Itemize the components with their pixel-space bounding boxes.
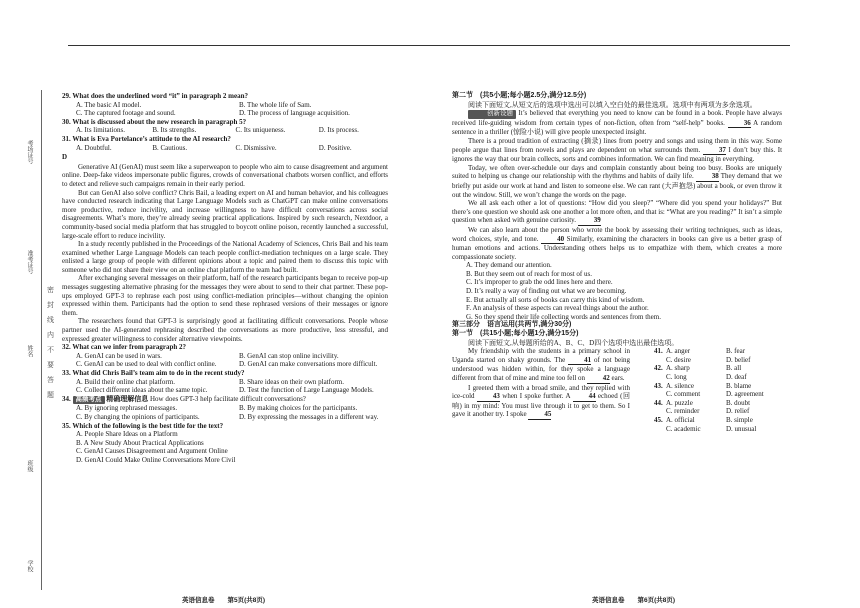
option: C. GenAI can be used to deal with conflict online. xyxy=(76,360,217,369)
option: D. By expressing the messages in a different way. xyxy=(239,412,379,421)
passage-text: A random sentence in a thriller (惊险小说) will give people unexpected insight. xyxy=(452,118,783,137)
passage-text: We all ask each other a lot of questions: “How did you sleep?” “Where did you spend your holidays?” But there’s one question we should ask one another a lot more often, and that is: “What are you reading?” It isn’t a simple question when asked with genuine curiosity. xyxy=(452,199,782,225)
option: C. long xyxy=(666,373,687,381)
passage-text: of not being understood was hidden within, for they spoke a language different from that of mine and mine too fell on xyxy=(452,355,631,382)
page-footer-left: 英语信息卷 第5页(共8页) xyxy=(182,597,266,604)
blank-36: 36 xyxy=(728,119,751,129)
cloze-option-row xyxy=(654,347,782,356)
binding-label: 准考证号 xyxy=(26,250,32,274)
option: D. The process of language acquisition. xyxy=(239,109,350,118)
right-column xyxy=(452,92,782,433)
option: G. So they spend their life collecting words and sentences from them. xyxy=(466,312,661,321)
blank-38: 38 xyxy=(696,172,719,182)
option: A. silence xyxy=(666,381,694,390)
option: C. comment xyxy=(666,390,701,399)
cloze-block xyxy=(452,347,782,433)
option: A. GenAI can be used in wars. xyxy=(76,351,162,360)
option: B. fear xyxy=(726,347,746,356)
option: C. academic xyxy=(666,424,701,433)
option: B. A New Study About Practical Applications xyxy=(76,438,204,447)
option: E. But actually all sorts of books can carry this kind of wisdom. xyxy=(466,295,645,304)
tag-badge: 创新设题 xyxy=(468,110,516,119)
option: A. puzzle xyxy=(666,398,693,407)
cloze-number: 41. xyxy=(654,347,663,356)
blank-44: 44 xyxy=(573,392,596,402)
binding-label: 学校 xyxy=(26,560,32,572)
blank-43: 43 xyxy=(477,392,500,402)
passage-text: ears. xyxy=(611,374,625,382)
blank-40: 40 xyxy=(541,235,564,245)
cloze-number xyxy=(654,390,666,399)
passage-text: There is a proud tradition of extracting (摘录) lines from poetry and songs and using them in this way. Some people argue that lines from novels and plays are dependent on what surrounds them. xyxy=(452,136,782,154)
passage-text: I don’t buy this. It ignores the way that our brain collects, sorts and combines information. We can find meaning in everything. xyxy=(452,145,783,164)
cloze-option-row xyxy=(654,416,782,425)
blank-37: 37 xyxy=(703,146,726,156)
question-35-stem: 35. Which of the following is the best title for the text? xyxy=(62,421,224,430)
passage-text: when I spoke further. A xyxy=(502,392,571,401)
question-29-stem: 29. What does the underlined word “it” in paragraph 2 mean? xyxy=(62,92,248,100)
question-text: How does GPT-3 help facilitate difficult conversations? xyxy=(150,394,306,403)
cloze-option-row xyxy=(654,373,782,382)
cloze-number: 44. xyxy=(654,398,663,407)
option: D. relief xyxy=(726,407,750,416)
option: B. all xyxy=(726,364,742,373)
passage-paragraph: The researchers found that GPT-3 is surprisingly good at facilitating difficult conversations. People whose partner used the AI-generated rephrasing described the conversations as more productive, less stressful, and expressed greater willingness to consider alternative viewpoints. xyxy=(62,317,388,343)
passage-letter: D xyxy=(62,153,68,162)
question-31-stem: 31. What is Eva Portelance’s attitude to the AI research? xyxy=(62,134,231,143)
option: B. simple xyxy=(726,415,753,424)
cloze-option-row xyxy=(654,425,782,434)
seal-char: 不 xyxy=(47,347,54,354)
page-footer-right: 英语信息卷 第6页(共8页) xyxy=(592,597,676,604)
option: D. It’s really a way of finding out what we are becoming. xyxy=(466,287,627,296)
seal-char: 内 xyxy=(47,332,54,339)
passage-text: It’s believed that everything you need to know can be found in a book. People have always received life-guiding wisdom from certain types of non-fiction, often from “self-help” books. xyxy=(452,109,782,127)
option: A. The basic AI model. xyxy=(76,100,142,109)
option: C. By changing the opinions of participants. xyxy=(76,412,200,421)
left-column xyxy=(62,92,388,465)
binding-label: 考场证号 xyxy=(26,140,32,164)
option: D. belief xyxy=(726,355,751,364)
option: C. reminder xyxy=(666,407,700,416)
option: A. People Share Ideas on a Platform xyxy=(76,430,178,439)
option: B. But they seem out of reach for most of us. xyxy=(466,269,592,278)
seal-char: 密 xyxy=(47,287,54,294)
option: C. Its uniqueness. xyxy=(235,126,286,135)
option: B. Share ideas on their own platform. xyxy=(239,377,344,386)
question-32-stem: 32. What can we infer from paragraph 2? xyxy=(62,343,187,352)
option: A. official xyxy=(666,415,695,424)
option: A. Build their online chat platform. xyxy=(76,377,175,386)
option: A. anger xyxy=(666,347,691,356)
option: B. Cautious. xyxy=(152,143,188,152)
section-1-heading: 第一节 (共15小题;每小题1分,满分15分) xyxy=(452,330,579,338)
section-2-heading: 第二节 (共5小题;每小题2.5分,满分12.5分) xyxy=(452,92,587,99)
option: B. doubt xyxy=(726,398,751,407)
option: C. Collect different ideas about the same topic. xyxy=(76,386,208,395)
option: D. Its process. xyxy=(318,126,359,135)
option: A. They demand our attention. xyxy=(466,261,552,270)
cloze-number xyxy=(654,425,666,434)
cloze-options xyxy=(630,347,782,433)
question-33-stem: 33. What did Chris Bail’s team aim to do in the recent study? xyxy=(62,369,245,377)
passage-text: They demand that we briefly put aside our work at hand and listen to someone else. We can rant (大声抱怨) about a book, or even throw it out the window. Still, we won’t change the words on the page. xyxy=(452,172,783,199)
option: D. Positive. xyxy=(318,143,352,152)
cloze-number xyxy=(654,356,666,365)
option: C. GenAI Causes Disagreement and Argument Online xyxy=(76,447,228,456)
blank-42: 42 xyxy=(587,374,610,384)
cloze-text xyxy=(452,347,630,433)
section-1-instructions: 阅读下面短文,从每题所给的A、B、C、D四个选项中选出最佳选项。 xyxy=(468,338,679,347)
cloze-option-row xyxy=(654,407,782,416)
passage-text: Today, we often over-schedule our days and complain constantly about being too busy. Books are uniquely suited to helping us change our relationship with the rhythms and habits of daily life. xyxy=(452,163,782,181)
option: B. GenAI can stop online incivility. xyxy=(239,351,339,360)
question-34-stem xyxy=(62,395,388,405)
cloze-number: 42. xyxy=(654,364,663,373)
question-number: 34. xyxy=(62,394,71,403)
passage-text: We can also learn about the person who wrote the book by assessing their writing techniques, such as ideas, word choices, style, and tone. xyxy=(452,225,782,243)
cloze-option-row xyxy=(654,390,782,399)
cloze-number: 45. xyxy=(654,415,663,424)
option: D. agreement xyxy=(726,390,764,399)
seal-char: 题 xyxy=(47,392,54,399)
seal-char: 要 xyxy=(47,362,54,369)
option: A. Doubtful. xyxy=(76,143,112,152)
option: C. The captured footage and sound. xyxy=(76,109,176,118)
option: A. Its limitations. xyxy=(76,126,125,135)
cloze-option-row xyxy=(654,356,782,365)
blank-41: 41 xyxy=(568,356,591,366)
option: D. GenAI can make conversations more difficult. xyxy=(239,360,378,369)
seal-char: 封 xyxy=(47,302,54,309)
option: D. Test the function of Large Language Models. xyxy=(239,386,374,395)
question-30-stem: 30. What is discussed about the new research in paragraph 5? xyxy=(62,117,247,126)
option: F. An analysis of these aspects can reveal things about the author. xyxy=(466,304,649,313)
cloze-option-row xyxy=(654,382,782,391)
passage-text: Similarly, examining the characters in books can give us a better grasp of human emotions and actions. Understanding others helps us to empathize with them, which creates a more compassionate society. xyxy=(452,234,782,261)
passage-paragraph: Generative AI (GenAI) must seem like a superweapon to people who aim to cause disagreement and argument online. Deep-fake videos impersonate public figures, crowds of conversational chatbots worsen conflict, and efforts to detect and relieve such campaigns remain in their early period. xyxy=(62,162,388,188)
passage-paragraph: But can GenAI also solve conflict? Chris Bail, a leading expert on AI and human behavior, and his colleagues have conducted research indicating that Large Language Models such as ChatGPT can make online conversations more productive, reduce incivility, and increase willingness to have difficult conversations across social disagreements. What’s more, they’re already seeing practical applications. Inspired by such research, Nextdoor, a community-based social media platform that has struggled to boycott online poison, recently launched a successful, large-scale effort to reduce incivility. xyxy=(62,188,388,240)
cloze-number xyxy=(654,373,666,382)
part-3-heading: 第三部分 语言运用(共两节,满分30分) xyxy=(452,321,572,329)
option: B. blame xyxy=(726,381,752,390)
option: A. By ignoring rephrased messages. xyxy=(76,404,178,413)
binding-label: 班级 xyxy=(26,460,32,472)
section-2-instructions: 阅读下面短文,从短文后的选项中选出可以填入空白处的最佳选项。选项中有两项为多余选项。 xyxy=(468,100,757,109)
blank-45: 45 xyxy=(528,410,551,420)
option: C. desire xyxy=(666,355,691,364)
top-rule xyxy=(68,45,790,46)
option: D. GenAI Could Make Online Conversations More Civil xyxy=(76,455,236,464)
passage-paragraph: In a study recently published in the Proceedings of the National Academy of Sciences, Chris Bail and his team examined whether Large Language Models can teach people conflict-mediation techniques on a large scale. They enlisted a large group of people with different opinions about a topic and paired them to discuss this topic with someone who did not share their view on an online chat platform the team had built. xyxy=(62,240,388,274)
option: D. deaf xyxy=(726,373,747,381)
tag-subtitle: 精确理解信息 xyxy=(106,394,149,403)
seal-char: 答 xyxy=(47,377,54,384)
cloze-option-row xyxy=(654,399,782,408)
binding-label: 姓名 xyxy=(26,345,32,357)
binding-line xyxy=(41,90,42,590)
cloze-option-row xyxy=(654,364,782,373)
passage-text: I greeted them with a broad smile, and they replied with ice-cold xyxy=(452,383,630,401)
tag-badge: 高频考点 xyxy=(73,396,105,405)
option: B. The whole life of Sam. xyxy=(239,100,312,109)
passage-paragraph: After exchanging several messages on their platform, half of the research participants began to receive pop-up messages suggesting alternative phrasing for the messages they were about to send to their chat partner. These pop-ups employed GPT-3 to rephrase each post using conflict-mediation principles—without changing the opinion expressed within them. Participants had the option to send these rephrased versions of their messages or ignore them. xyxy=(62,274,388,317)
option: C. Dismissive. xyxy=(235,143,277,152)
seal-char: 线 xyxy=(47,317,54,324)
cloze-number: 43. xyxy=(654,381,663,390)
cloze-number xyxy=(654,407,666,416)
option: A. sharp xyxy=(666,364,690,373)
option: C. It’s improper to grab the odd lines here and there. xyxy=(466,278,613,287)
passage-text: My friendship with the students in a primary school in Uganda started on shaky grounds. The xyxy=(452,347,630,364)
option: D. unusual xyxy=(726,424,757,433)
option: B. By making choices for the participants. xyxy=(239,404,358,413)
blank-39: 39 xyxy=(578,216,601,226)
passage-text: echoed (回响) in my mind: You must live through it to get to them. So I gave it another try. I spoke xyxy=(452,392,631,419)
option: B. Its strengths. xyxy=(152,126,197,135)
